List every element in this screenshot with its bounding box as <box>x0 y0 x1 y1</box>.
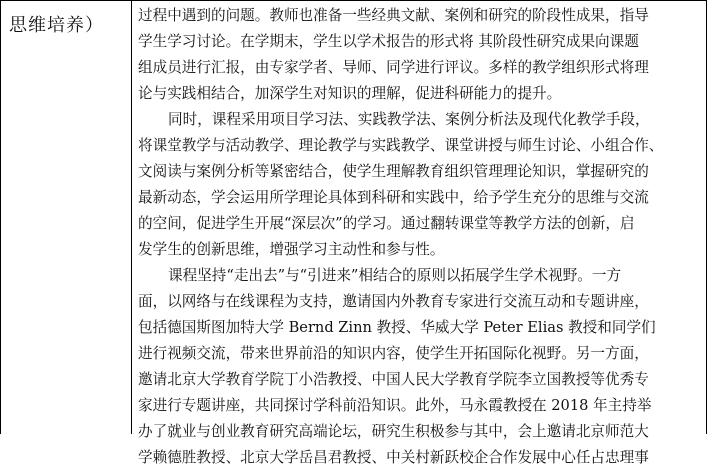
text-line: 家进行专题讲座，共同探讨学科前沿知识。此外，马永霞教授在 2018 年主持举 <box>138 397 652 414</box>
text-line: 过程中遇到的问题。教师也准备一些经典文献、案例和研究的阶段性成果，指导 <box>138 7 649 24</box>
text-line: 面，以网络与在线课程为支持，邀请国内外教育专家进行交流互动和专题讲座， <box>138 293 649 310</box>
text-line: 办了就业与创业教育研究高端论坛，研究生积极参与其中，会上邀请北京师范大 <box>138 423 649 440</box>
text-line: 发学生的创新思维，增强学习主动性和参与性。 <box>138 241 445 258</box>
text-line: 进行视频交流，带来世界前沿的知识内容，使学生开拓国际化视野。另一方面， <box>138 345 649 362</box>
text-line: 课程坚持“走出去”与“引进来”相结合的原则以拓展学生学术视野。一方 <box>168 267 622 284</box>
text-line: 的空间，促进学生开展“深层次”的学习。通过翻转课堂等教学方法的创新，启 <box>138 215 635 232</box>
content-cell <box>132 1 706 466</box>
text-line: 论与实践相结合，加深学生对知识的理解，促进科研能力的提升。 <box>138 85 562 102</box>
text-line: 同时，课程采用项目学习法、实践教学法、案例分析法及现代化教学手段， <box>168 111 650 128</box>
label-cell <box>1 1 132 434</box>
text-line: 最新动态，学会运用所学理论具体到科研和实践中，给予学生充分的思维与交流 <box>138 189 649 206</box>
text-line: 学赖德胜教授、北京大学岳昌君教授、中关村新跃校企合作发展中心任占忠理事 <box>138 449 649 466</box>
text-line: 组成员进行汇报，由专家学者、导师、同学进行评议。多样的教学组织形式将理 <box>138 59 649 76</box>
text-line: 将课堂教学与活动教学、理论教学与实践教学、课堂讲授与师生讨论、小组合作、 <box>138 137 664 154</box>
text-line: 邀请北京大学教育学院丁小浩教授、中国人民大学教育学院李立国教授等优秀专 <box>138 371 649 388</box>
text-line: 文阅读与案例分析等紧密结合，使学生理解教育组织管理理论知识，掌握研究的 <box>138 163 649 180</box>
text-line: 学生学习讨论。在学期末，学生以学术报告的形式将 其阶段性研究成果向课题 <box>138 33 639 50</box>
text-line: 包括德国斯图加特大学 Bernd Zinn 教授、华威大学 Peter Elias 教授和同学们 <box>138 319 656 336</box>
row-label: 思维培养） <box>9 15 104 36</box>
